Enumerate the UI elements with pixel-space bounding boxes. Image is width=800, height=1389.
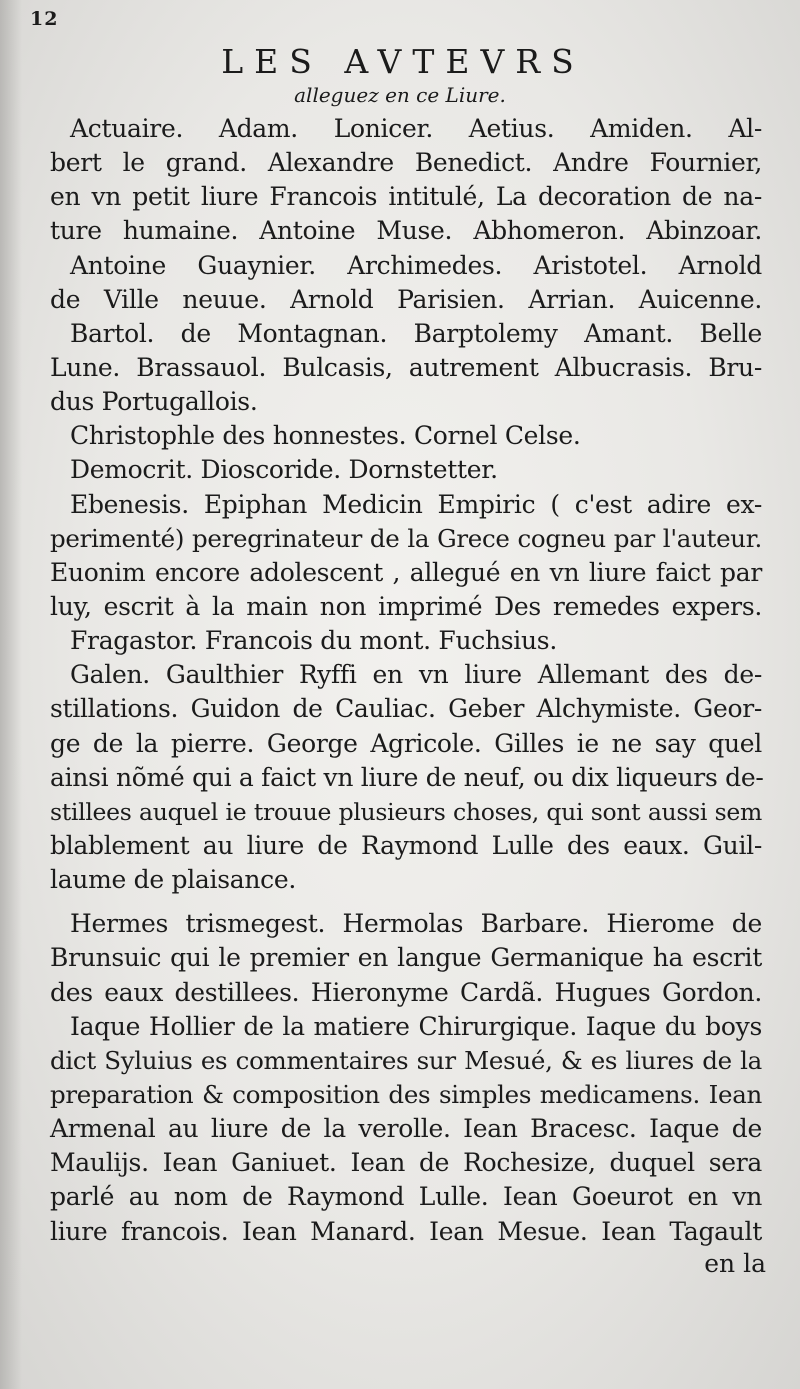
text-line: liure francois. Iean Manard. Iean Mesue. Iean Tagault [50,1216,762,1246]
text-line: des eaux destillees. Hieronyme Cardã. Hugues Gordon. [50,977,762,1007]
text-line: ge de la pierre. George Agricole. Gilles ie ne say quel [50,728,762,758]
text-line: Antoine Guaynier. Archimedes. Aristotel. Arnold [70,250,762,280]
text-line: Christophle des honnestes. Cornel Celse. [70,421,581,451]
text-line: luy, escrit à la main non imprimé Des remedes expers. [50,591,762,621]
catchword: en la [704,1249,766,1278]
page-heading: LES AVTEVRS [221,42,585,81]
text-line: ainsi nõmé qui a faict vn liure de neuf, ou dix liqueurs de- [50,762,764,792]
page-subheading: alleguez en ce Liure. [294,83,506,107]
paragraph-h [50,907,762,1009]
text-line: stillees auquel ie trouue plusieurs choses, qui sont aussi sem [50,797,762,826]
text-line: Fragastor. Francois du mont. Fuchsius. [70,626,557,656]
text-line: Galen. Gaulthier Ryffi en vn liure Allemant des de- [70,660,762,690]
text-line: ture humaine. Antoine Muse. Abhomeron. Abinzoar. [50,216,762,246]
text-line: Hermes trismegest. Hermolas Barbare. Hierome de [70,909,762,939]
text-line: Iaque Hollier de la matiere Chirurgique. Iaque du boys [70,1011,762,1041]
text-line: en vn petit liure Francois intitulé, La decoration de na- [50,182,762,212]
text-line: parlé au nom de Raymond Lulle. Iean Goeurot en vn [50,1182,762,1212]
paragraph-e [50,488,762,625]
text-line: Actuaire. Adam. Lonicer. Aetius. Amiden. Al- [70,114,762,143]
text-line: Armenal au liure de la verolle. Iean Bracesc. Iaque de [50,1114,762,1144]
authors-text-block [50,112,762,1249]
paragraph-a2 [50,249,762,317]
text-line: preparation & composition des simples medicamens. Iean [50,1079,762,1109]
paragraph-d [50,453,762,487]
paragraph-a [50,112,762,249]
text-line: Euonim encore adolescent , allegué en vn liure faict par [50,557,762,587]
text-line: dus Portugallois. [50,387,258,417]
text-line: stillations. Guidon de Cauliac. Geber Alchymiste. Geor- [50,694,762,724]
text-line: Bartol. de Montagnan. Barptolemy Amant. Belle [70,318,762,348]
paragraph-i [50,1010,762,1249]
paragraph-b [50,317,762,419]
paragraph-c [50,419,762,453]
text-line: perimenté) peregrinateur de la Grece cogneu par l'auteur. [50,523,762,553]
text-line: blablement au liure de Raymond Lulle des eaux. Guil- [50,830,762,860]
text-line: dict Syluius es commentaires sur Mesué, & es liures de la [50,1045,762,1075]
text-line: Lune. Brassauol. Bulcasis, autrement Albucrasis. Bru- [50,352,762,382]
text-line: de Ville neuue. Arnold Parisien. Arrian. Auicenne. [50,284,762,314]
text-line: Democrit. Dioscoride. Dornstetter. [70,455,498,485]
text-line: Ebenesis. Epiphan Medicin Empiric ( c'est adire ex- [70,489,762,519]
text-line: laume de plaisance. [50,865,296,895]
page-number: 12 [30,8,59,30]
text-line: bert le grand. Alexandre Benedict. Andre Fournier, [50,148,762,178]
paragraph-f [50,624,762,658]
paragraph-g [50,658,762,897]
text-line: Maulijs. Iean Ganiuet. Iean de Rochesize, duquel sera [50,1148,762,1178]
text-line: Brunsuic qui le premier en langue Germanique ha escrit [50,943,762,973]
